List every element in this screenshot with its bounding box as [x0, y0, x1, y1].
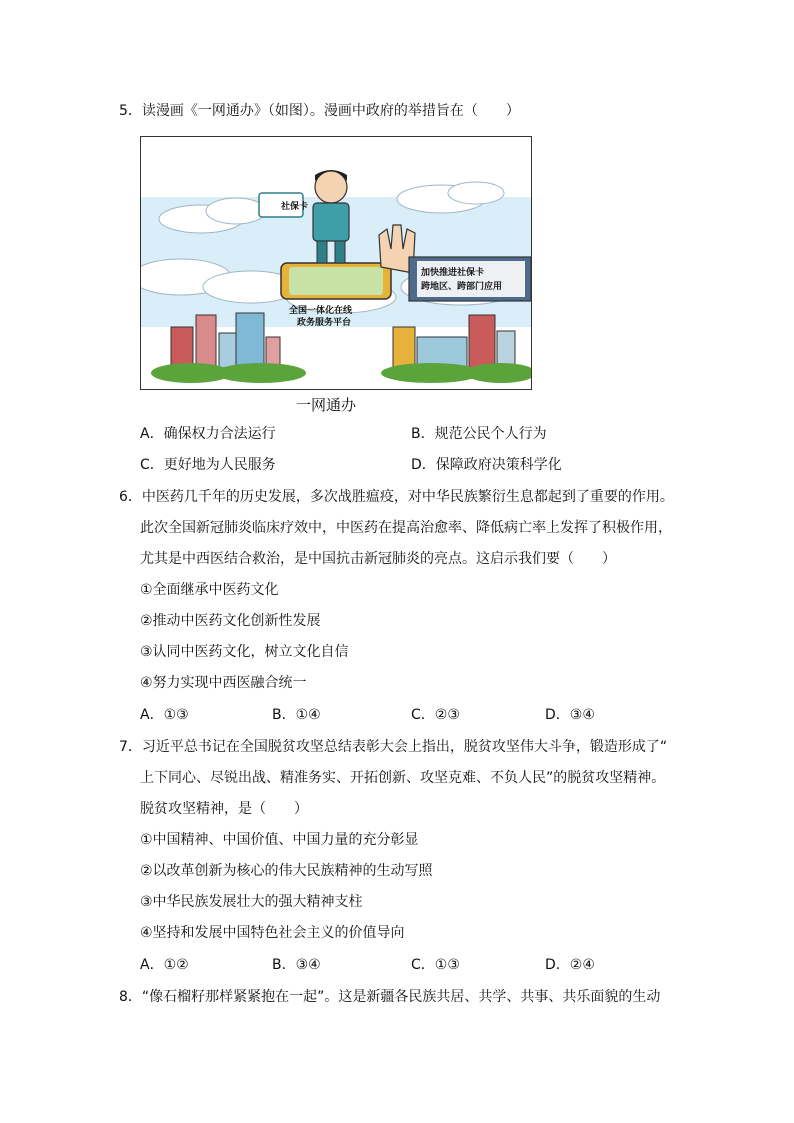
q7-option-d[interactable]: D．②④ [545, 957, 595, 973]
q6-item-4: ④努力实现中西医融合统一 [140, 675, 307, 691]
cartoon-caption: 一网通办 [296, 396, 357, 414]
q5-option-b[interactable]: B．规范公民个人行为 [411, 426, 547, 442]
sleeve-text-1: 加快推进社保卡 [421, 268, 485, 278]
q7-line-2: 上下同心、尽锐出战、精准务实、开拓创新、攻坚克难、不负人民”的脱贫攻坚精神。 [140, 770, 666, 786]
q5-option-a[interactable]: A．确保权力合法运行 [140, 426, 276, 442]
q6-line-2: 此次全国新冠肺炎临床疗效中，中医药在提高治愈率、降低病亡率上发挥了积极作用， [140, 520, 672, 536]
q6-item-1: ①全面继承中医药文化 [140, 582, 279, 598]
q6-item-3: ③认同中医药文化，树立文化自信 [140, 644, 349, 660]
q5-stem: 5．读漫画《一网通办》（如图）。漫画中政府的举措旨在（ ） [119, 103, 520, 119]
q5-option-c[interactable]: C．更好地为人民服务 [140, 457, 276, 473]
card-text: 社保卡 [281, 202, 309, 212]
phone-text-2: 政务服务平台 [297, 318, 352, 328]
q6-option-b[interactable]: B．①④ [272, 707, 321, 723]
q7-item-1: ①中国精神、中国价值、中国力量的充分彰显 [140, 832, 419, 848]
q7-line-3: 脱贫攻坚精神，是（ ） [140, 801, 308, 817]
q7-item-4: ④坚持和发展中国特色社会主义的价值导向 [140, 925, 405, 941]
q7-option-a[interactable]: A．①② [140, 957, 189, 973]
q6-option-d[interactable]: D．③④ [545, 707, 595, 723]
sleeve-text-2: 跨地区、跨部门应用 [421, 282, 503, 292]
q7-option-c[interactable]: C．①③ [411, 957, 460, 973]
cartoon-illustration [140, 136, 532, 390]
q6-line-1: 6．中医药几千年的历史发展，多次战胜瘟疫，对中华民族繁衍生息都起到了重要的作用。 [119, 489, 674, 505]
q6-line-3: 尤其是中西医结合救治，是中国抗击新冠肺炎的亮点。这启示我们要（ ） [140, 551, 616, 567]
q6-item-2: ②推动中医药文化创新性发展 [140, 613, 321, 629]
q6-option-a[interactable]: A．①③ [140, 707, 189, 723]
q7-item-2: ②以改革创新为核心的伟大民族精神的生动写照 [140, 863, 433, 879]
phone-text-1: 全国一体化在线 [289, 306, 353, 316]
q7-option-b[interactable]: B．③④ [272, 957, 321, 973]
q5-option-d[interactable]: D．保障政府决策科学化 [411, 457, 562, 473]
q7-line-1: 7．习近平总书记在全国脱贫攻坚总结表彰大会上指出，脱贫攻坚伟大斗争，锻造形成了“ [119, 739, 668, 755]
q7-item-3: ③中华民族发展壮大的强大精神支柱 [140, 894, 363, 910]
q6-option-c[interactable]: C．②③ [411, 707, 460, 723]
q8-line-1: 8．“像石榴籽那样紧紧抱在一起”。这是新疆各民族共居、共学、共事、共乐面貌的生动 [119, 989, 661, 1005]
